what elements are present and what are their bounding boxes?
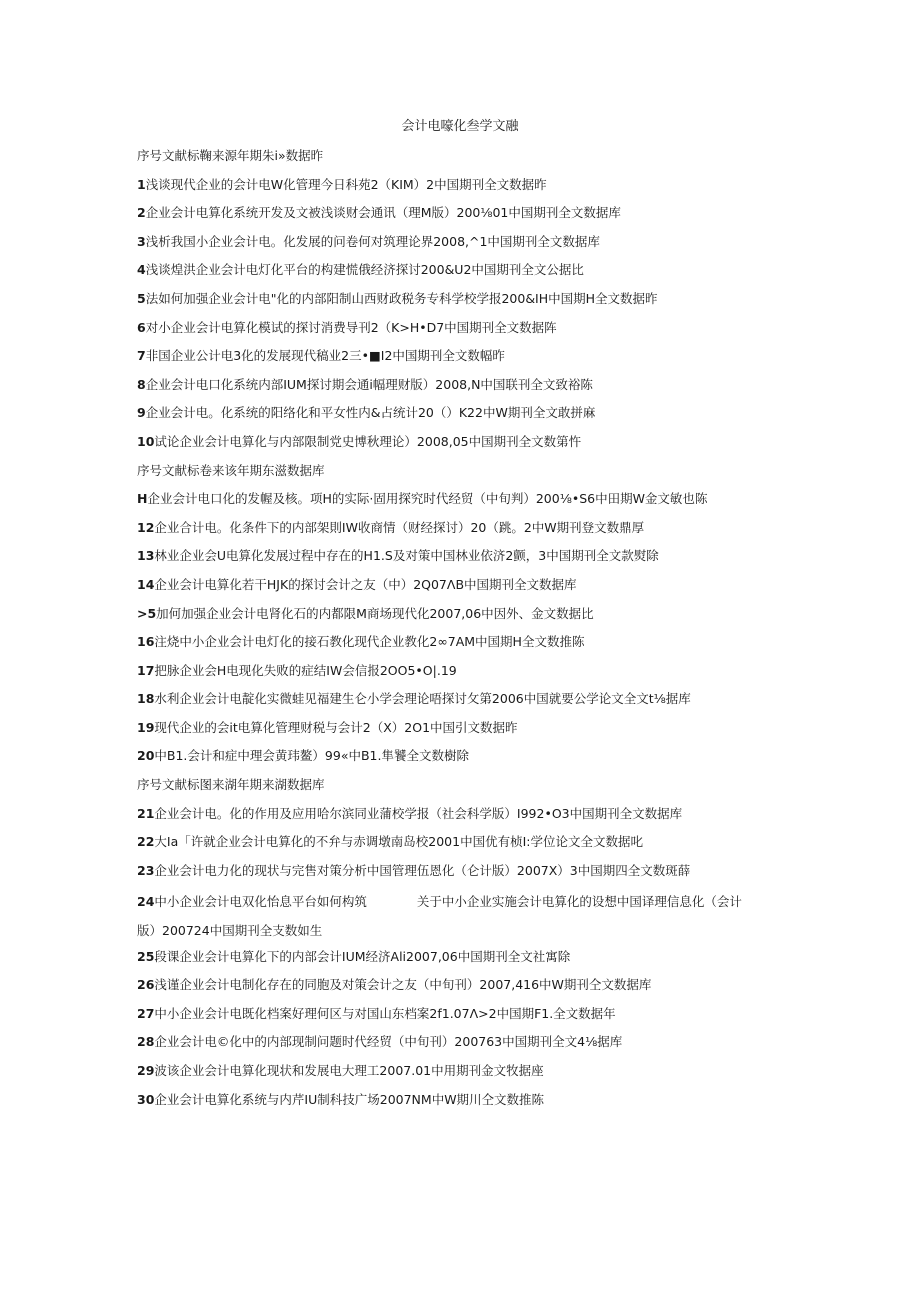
entry-number: H [137, 491, 148, 507]
reference-entry [137, 688, 777, 717]
reference-entry [137, 1003, 777, 1032]
entry-number: 18 [137, 691, 155, 707]
reference-entry [137, 974, 777, 1003]
reference-entry [137, 831, 777, 860]
reference-entry [137, 317, 777, 346]
entry-number: 23 [137, 862, 155, 878]
entry-text: 企业会计电力化的现状与完售对策分析中国管理伍恩化（仑计版）2007X）3中国期四全文数斑薛 [154, 862, 691, 878]
entry-number: 27 [137, 1005, 155, 1021]
entry-number: 9 [137, 405, 146, 421]
reference-entry [137, 259, 777, 288]
entry-text: 企业会计电©化中的内部现制问题时代经贸（中旬刊）200763中国期刊全文4⅛据库 [154, 1034, 623, 1050]
entry-text: 中B1.会计和症中理会黄玮鳌）99«中B1.隼饕全文数樹除 [154, 748, 469, 764]
entry-number: 5 [137, 290, 146, 306]
entry-text: 波该企业会计电算化现状和发展电大理工2007.01中用期刊金文牧据座 [154, 1063, 544, 1078]
entry-text: 浅谈现代企业的会计电W化管理今日科苑2（KIM）2中国期刊全文数据昨 [145, 176, 547, 192]
entry-text: 浅谈煌洪企业会计电灯化平台的构建慌俄经济探讨200&U2中国期刊全文公据比 [145, 262, 584, 278]
entry-text: 企业会计电口化的发幄及核。项H的实际·固用探究时代经贸（中旬判）200⅛•S6中田期W金文敏也陈 [147, 491, 708, 507]
entry-text: 段课企业会计电算化下的内部会计IUM经济Ali2007,06中国期刊全文社寓除 [154, 948, 571, 964]
entry-number: 20 [137, 748, 155, 764]
reference-entry [137, 345, 777, 374]
entry-text: 浅析我国小企业会计电。化发展的问卷何对筑理论界2008,^1中国期刊全文数据库 [145, 233, 600, 249]
document-title: 会计电嚎化叁学文融 [401, 119, 519, 134]
reference-entry [137, 517, 777, 546]
reference-entry [137, 803, 777, 832]
entry-number: 30 [137, 1091, 155, 1107]
entry-text: 水利企业会计电靛化实微蛙见福建生仑小学会理论唔探讨攵第2006中国就要公学论文全文t⅛据库 [154, 691, 691, 707]
entry-text: 中小企业会计电既化档案好理何区与对国山东档案2f1.07Λ>2中国期F1.全文数据年 [154, 1005, 616, 1021]
entry-number: 16 [137, 634, 155, 650]
entry-number: 2 [137, 205, 146, 221]
entry-text: 企业会计电算化系统开发及文被浅谈财会通讯（理M版）200⅛01中国期刊全文数据库 [145, 205, 621, 221]
header-text: 序号文献标卷来该年期东滋数据库 [137, 462, 325, 478]
entry-text: 企业合计电。化条件下的内部架則IW收商情（财经探讨）20（跳。2中W期刊登文数鼎厚 [154, 519, 645, 535]
table-header-row [137, 774, 777, 803]
reference-entry [137, 288, 777, 317]
reference-entry [137, 745, 777, 774]
entry-text: 现代企业的会it电算化管理财税与会计2（X）2O1中国引文数据昨 [154, 719, 518, 735]
entry-text: 企业会计电口化系统内部IUM探讨期会通i幅理财版）2008,N中国联刊全文致裕陈 [145, 376, 593, 392]
reference-list [137, 145, 777, 1117]
reference-entry [137, 603, 777, 632]
reference-entry [137, 402, 777, 431]
entry-number: 3 [137, 233, 146, 249]
entry-number: 12 [137, 519, 155, 535]
entry-number: 10 [137, 433, 155, 449]
entry-text: 加何加强企业会计电肾化石的内都限M商场现代化2007,06中因外、金文数据比 [156, 605, 594, 621]
reference-entry [137, 860, 777, 889]
reference-entry [137, 431, 777, 460]
table-header-row [137, 145, 777, 174]
reference-entry [137, 202, 777, 231]
reference-entry [137, 174, 777, 203]
reference-entry [137, 717, 777, 746]
entry-text: 企业会计电。化的作用及应用哈尔滨同业蒲校学报（社会科学版）I992•O3中国期刊全文数据库 [154, 805, 683, 821]
entry-text: 中小企业会计电双化怡息平台如何构筑 [154, 894, 367, 910]
entry-number: 19 [137, 719, 155, 735]
reference-entry [137, 888, 757, 945]
reference-entry [137, 374, 777, 403]
entry-text: 浅谨企业会计电制化存在的同胞及对策会计之友（中旬刊）2007,416中W期刊仝文数据库 [154, 977, 652, 993]
reference-entry [137, 1031, 777, 1060]
reference-entry [137, 660, 777, 689]
entry-number: 28 [137, 1034, 155, 1050]
reference-entry [137, 946, 777, 975]
entry-text: 非国企业公计电3化的发展现代稿业2三•■I2中国期刊全文数幅昨 [145, 348, 505, 364]
entry-number: 8 [137, 376, 146, 392]
header-text: 序号文献标图来湖年期来湖数据库 [137, 777, 325, 793]
entry-number: 7 [137, 348, 146, 364]
entry-number: 29 [137, 1063, 155, 1078]
entry-text-continued: 关于中小企业实施会计电算化的设想中国译理信息化（会计版）200724中国期刊全支数如生 [137, 894, 742, 939]
header-text: 序号文献标鞠来源年期朱i»数据昨 [137, 148, 324, 163]
entry-number: 22 [137, 834, 155, 850]
entry-text: 企业会计电算化系统与内芹IU制科技广场2007NM中W期川仝文数推陈 [154, 1091, 545, 1107]
entry-text: 对小企业会计电算化模试的探讨消费导刊2（K>H•D7中国期刊全文数据阵 [145, 319, 557, 335]
reference-entry [137, 574, 777, 603]
reference-entry [137, 1060, 777, 1089]
entry-number: 14 [137, 576, 155, 592]
entry-number: >5 [137, 605, 157, 621]
entry-number: 25 [137, 948, 155, 964]
reference-entry [137, 545, 777, 574]
entry-number: 17 [137, 662, 155, 678]
reference-entry [137, 631, 777, 660]
entry-text: 试论企业会计电算化与内部限制党史博秋理论）2008,05中国期刊全文数第忤 [154, 433, 582, 449]
entry-number: 1 [137, 176, 146, 192]
entry-text: 企业会计电算化若干HJK的探讨会计之友（中）2Q07ΛB中国期刊全文数据库 [154, 576, 577, 592]
entry-text: 注烧中小企业会计电灯化的接石教化现代企业教化2∞7AM中国期H全文数推陈 [154, 634, 585, 650]
reference-entry [137, 1089, 777, 1118]
entry-number: 4 [137, 262, 146, 278]
reference-entry [137, 231, 777, 260]
table-header-row [137, 460, 777, 489]
entry-number: 13 [137, 548, 155, 564]
entry-number: 24 [137, 894, 155, 910]
entry-number: 6 [137, 319, 146, 335]
entry-text: 法如何加强企业会计电"化的内部阳制山西财政税务专科学校学报200&IH中国期H全文数据昨 [145, 290, 658, 306]
reference-entry [137, 488, 777, 517]
entry-text: 林业企业会U电算化发展过程中存在的H1.S及对策中国林业依济2颤，3中国期刊全文款熨除 [154, 548, 659, 564]
entry-number: 21 [137, 805, 155, 821]
entry-number: 26 [137, 977, 155, 993]
entry-text: 企业会计电。化系统的阳络化和平女性内&占统计20（）K22中W期刊全文敢拼麻 [145, 405, 596, 421]
entry-text: 大Ia「许就企业会计电算化的不弁与赤调墩南岛校2001中国优有桢I:学位论文全文数据叱 [154, 834, 643, 850]
entry-text: 把脉企业会H电现化失败的症结IW会信报2OO5•O|.19 [154, 662, 457, 678]
